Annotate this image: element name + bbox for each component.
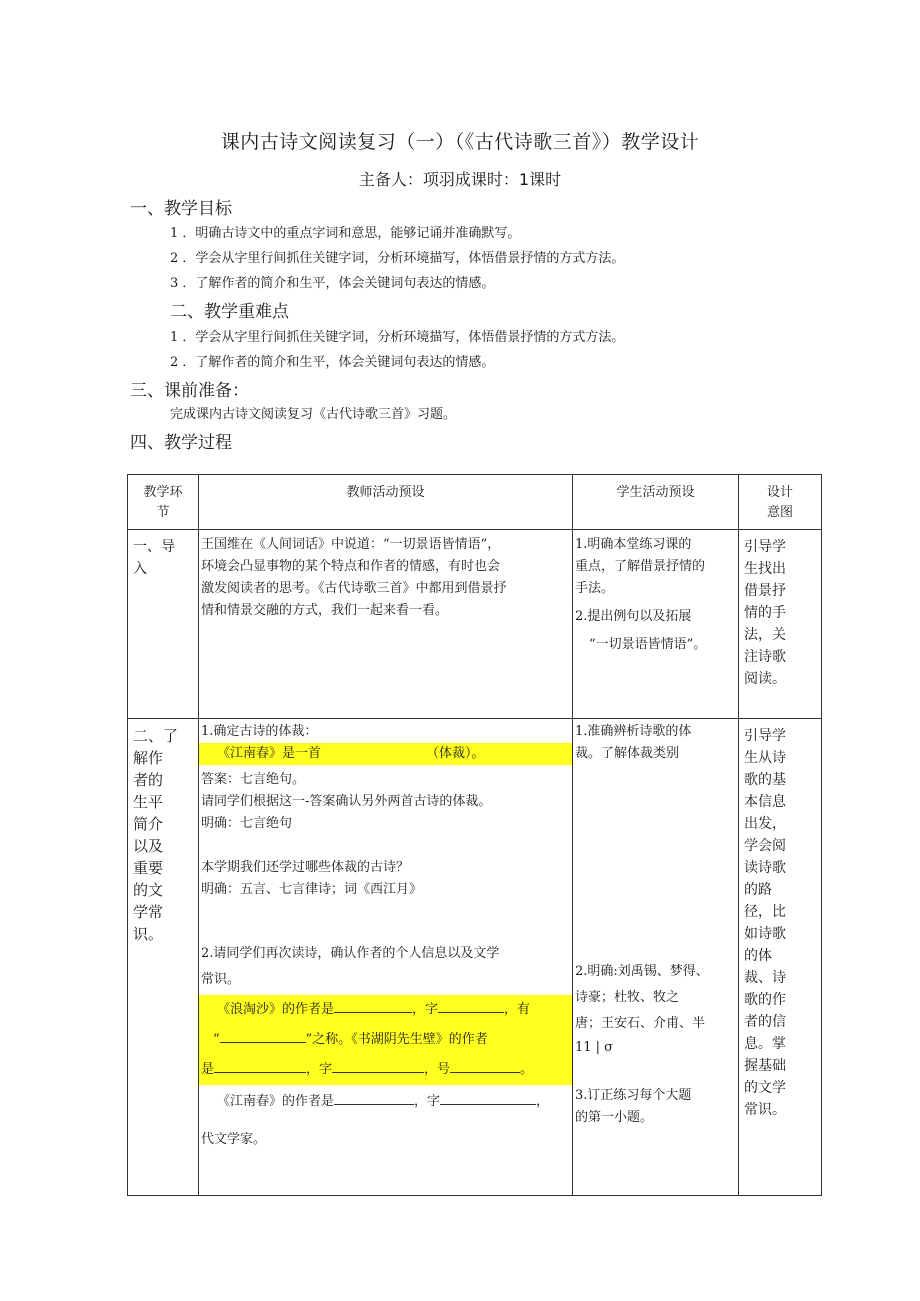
q1-fill-b: （体裁）。: [426, 746, 485, 761]
row1-student: [573, 530, 739, 719]
row1-student-line: 手法。: [575, 581, 615, 596]
clarify2-text: 明确：五言、七言律诗；词《西江月》: [201, 882, 423, 897]
row2-stage-line: 的文: [133, 881, 164, 899]
header-stage-line1: 教学环: [143, 485, 183, 500]
row2-student-line: 的第一小题。: [575, 1110, 654, 1125]
row2-student-line: 诗豪；杜牧、牧之: [575, 990, 680, 1005]
row2-student-line: 1.准确辨析诗歌的体: [575, 724, 692, 739]
table-header-row: [128, 475, 822, 530]
row2-intent-line: 的路: [744, 882, 772, 898]
prep-text: 完成课内古诗文阅读复习《古代诗歌三首》习题。: [170, 407, 457, 422]
f2-b: ”之称。《书湖阴先生壁》的作者: [305, 1032, 488, 1047]
header-student: 学生活动预设: [573, 475, 739, 530]
fill-line-2: [199, 1027, 572, 1053]
f1-a: 《浪淘沙》的作者是: [217, 1002, 335, 1017]
row1-teacher-line: 激发阅读者的思考。《古代诗歌三首》中都用到借景抒: [201, 581, 507, 596]
blank: [334, 1011, 412, 1013]
row1-intent-line: 法，关: [744, 627, 786, 643]
row2-intent-line: 读诗歌: [744, 860, 786, 876]
row2-intent-line: 握基础: [744, 1058, 786, 1074]
f4-a: 《江南春》的作者是: [217, 1094, 335, 1109]
row2-stage-line: 二、了: [133, 727, 179, 745]
keypoint-item-2: 2 ．了解作者的简介和生平，体会关键词句表达的情感。: [170, 355, 495, 370]
f4-b: ，字: [414, 1094, 441, 1109]
blank: [438, 1011, 504, 1013]
keypoint-item-1: 1 ．学会从字里行间抓住关键字词，分析环境描写，体悟借景抒情的方式方法。: [170, 330, 625, 345]
row1-teacher-line: 情和情景交融的方式，我们一起来看一看。: [201, 603, 449, 618]
blank: [334, 1103, 414, 1105]
row2-intent-line: 引导学: [744, 728, 786, 744]
row2-student-line: 唐；王安石、介甫、半: [575, 1016, 706, 1031]
row2-intent-line: 息。掌: [744, 1036, 786, 1052]
section-goals-heading: 一、教学目标: [130, 199, 232, 219]
row1-intent-line: 情的手: [744, 605, 786, 621]
f2-a: “: [213, 1032, 220, 1047]
row1-intent-line: 注诗歌: [744, 649, 786, 665]
row2-intent-line: 出发，: [744, 816, 786, 832]
table-row: [128, 719, 822, 1196]
row2-student-line: 11 | σ: [575, 1040, 614, 1055]
section-process-heading: 四、教学过程: [130, 433, 232, 453]
fill-line-5: 代文学家。: [201, 1132, 267, 1147]
row1-student-line: 重点，了解借景抒情的: [575, 559, 706, 574]
header-teacher: 教师活动预设: [199, 475, 573, 530]
row1-stage: [128, 530, 199, 719]
row2-student-line: 裁。了解体裁类别: [575, 746, 680, 761]
q1-fill-a: 《江南春》是一首: [217, 746, 322, 761]
row1-intent-line: 阅读。: [744, 671, 786, 687]
document-subtitle: 主备人：项羽成课时：1课时: [358, 170, 562, 189]
row2-intent-line: 的体: [744, 948, 772, 964]
header-intent: [739, 475, 822, 530]
author-fill-block: [199, 995, 572, 1085]
f3-c: ，号: [424, 1062, 451, 1077]
blank: [440, 1103, 536, 1105]
row1-intent-line: 借景抒: [744, 583, 786, 599]
f1-c: ，有: [504, 1002, 531, 1017]
row1-stage-line: 入: [133, 561, 147, 577]
section-prep-heading: 三、课前准备：: [130, 381, 249, 401]
row2-intent-line: 歌的基: [744, 772, 786, 788]
blank: [332, 1071, 424, 1073]
row2-stage-line: 生平: [133, 793, 164, 811]
q1-blank: [321, 756, 426, 757]
header-stage-line2: 节: [156, 505, 170, 520]
blank: [450, 1071, 520, 1073]
row1-intent-line: 生找出: [744, 561, 786, 577]
row2-student-line: 3.订正练习每个大题: [575, 1088, 692, 1103]
row2-teacher: [199, 719, 573, 1196]
goal-item-3: 3 ．了解作者的简介和生平，体会关键词句表达的情感。: [170, 276, 495, 291]
row1-intent-line: 引导学: [744, 539, 786, 555]
row1-teacher-line: 王国维在《人间词话》中说道：“一切景语皆情语”，: [201, 537, 501, 552]
row1-student-line: 1.明确本堂练习课的: [575, 537, 692, 552]
f3-b: ，字: [306, 1062, 333, 1077]
fill-line-4: [199, 1089, 572, 1115]
header-stage: [128, 475, 199, 530]
row2-stage: [128, 719, 199, 1196]
row2-intent-line: 裁、诗: [744, 970, 786, 986]
row2-intent-line: 如诗歌: [744, 926, 786, 942]
row1-student-line: 2.提出例句以及拓展: [575, 609, 692, 624]
row2-stage-line: 简介: [133, 815, 164, 833]
row2-stage-line: 学常: [133, 903, 164, 921]
row1-student-line: “一切景语皆情语”。: [589, 637, 707, 652]
row2-student: [573, 719, 739, 1196]
ask-text: 请同学们根据这一-答案确认另外两首古诗的体裁。: [201, 794, 492, 809]
ask2-text: 本学期我们还学过哪些体裁的古诗？: [201, 860, 410, 875]
clarify1-text: 明确：七言绝句: [201, 816, 293, 831]
blank: [214, 1071, 306, 1073]
row2-intent-line: 歌的作: [744, 992, 786, 1008]
f4-c: ，: [536, 1094, 550, 1109]
row1-intent: [739, 530, 822, 719]
goal-item-2: 2 ．学会从字里行间抓住关键字词，分析环境描写，体悟借景抒情的方式方法。: [170, 251, 625, 266]
row2-intent-line: 常识。: [744, 1102, 786, 1118]
f3-a: 是: [201, 1062, 215, 1077]
q1-text: 1.确定古诗的体裁：: [201, 724, 318, 739]
row2-student-line: 2.明确:刘禹锡、梦得、: [575, 964, 709, 979]
row2-stage-line: 重要: [133, 859, 164, 877]
row2-intent-line: 者的信: [744, 1014, 786, 1030]
row2-intent-line: 学会阅: [744, 838, 786, 854]
fill-line-1: [199, 997, 572, 1023]
answer-text: 答案：七言绝句。: [201, 772, 306, 787]
f3-d: 。: [520, 1062, 534, 1077]
row2-intent-line: 本信息: [744, 794, 786, 810]
q2-line2: 常识。: [201, 972, 241, 987]
row1-stage-line: 一、导: [133, 539, 175, 555]
process-table: [127, 474, 822, 1196]
row2-stage-line: 者的: [133, 771, 164, 789]
blank: [220, 1041, 306, 1043]
q2-line1: 2.请同学们再次读诗，确认作者的个人信息以及文学: [201, 946, 500, 961]
row1-teacher-line: 环境会凸显事物的某个特点和作者的情感，有时也会: [201, 559, 501, 574]
fill-line-3: [199, 1057, 572, 1083]
q1-fill-line: [199, 743, 572, 765]
row2-intent: [739, 719, 822, 1196]
row2-stage-line: 识。: [133, 925, 164, 943]
table-row: [128, 530, 822, 719]
section-keypoints-heading: 二、教学重难点: [170, 302, 289, 322]
f1-b: ，字: [412, 1002, 439, 1017]
row1-teacher: [199, 530, 573, 719]
row2-stage-line: 解作: [133, 749, 164, 767]
row2-stage-line: 以及: [133, 837, 164, 855]
row2-intent-line: 径，比: [744, 904, 786, 920]
row2-intent-line: 生从诗: [744, 750, 786, 766]
row2-intent-line: 的文学: [744, 1080, 786, 1096]
header-intent-line1: 设计: [766, 485, 793, 500]
header-intent-line2: 意图: [766, 505, 793, 520]
document-title: 课内古诗文阅读复习（一）（《古代诗歌三首》）教学设计: [220, 131, 700, 153]
goal-item-1: 1 ．明确古诗文中的重点字词和意思，能够记诵并准确默写。: [170, 226, 521, 241]
